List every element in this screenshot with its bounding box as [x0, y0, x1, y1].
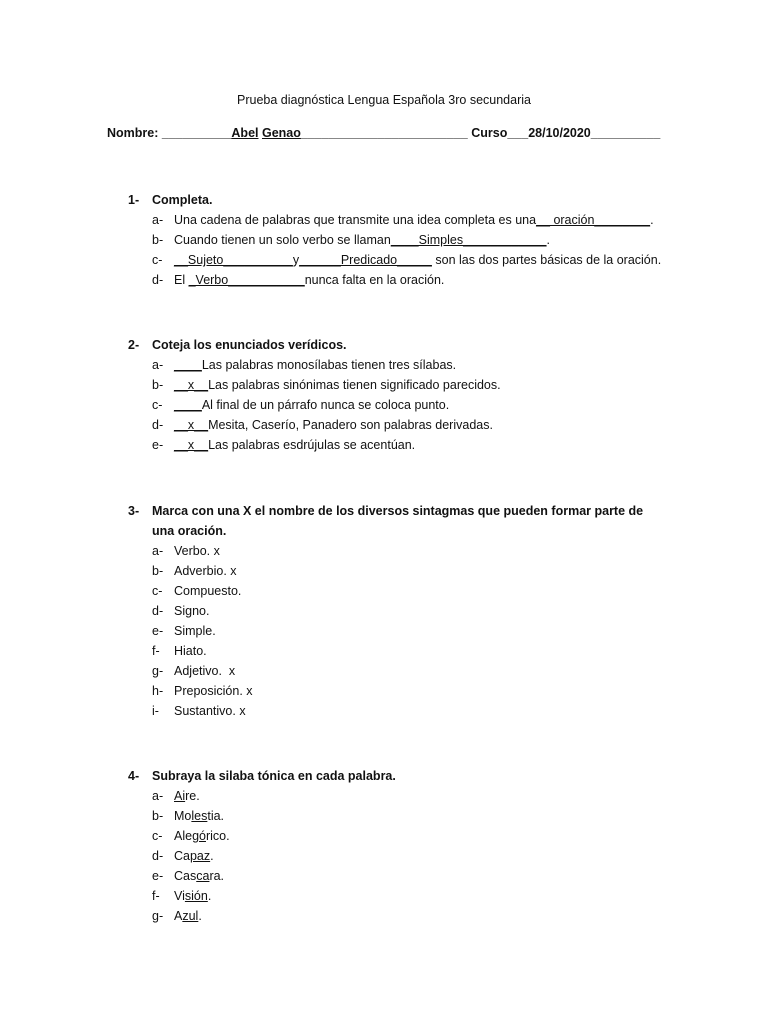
item-text: Adverbio. x	[174, 564, 237, 578]
list-item	[152, 826, 668, 846]
answer-text-2: ______Predicado_____	[299, 253, 432, 267]
answer-text: __ oración________	[536, 213, 651, 227]
item-text-end: .	[546, 233, 550, 247]
question-3	[128, 501, 668, 721]
item-text-end: son las dos partes básicas de la oración.	[431, 253, 662, 267]
item-text: Hiato.	[174, 644, 207, 658]
question-text: Completa.	[152, 193, 213, 207]
item-letter: c-	[152, 829, 163, 843]
check-mark: __x__	[174, 378, 209, 392]
item-text: Preposición. x	[174, 684, 253, 698]
list-item	[152, 701, 668, 721]
list-item	[152, 270, 668, 290]
item-text-end: .	[650, 213, 654, 227]
question-2-items	[152, 355, 668, 455]
word-part: Vi	[174, 889, 185, 903]
item-letter: d-	[152, 849, 164, 863]
item-text: Mesita, Caserío, Panadero son palabras derivadas.	[208, 418, 493, 432]
item-letter: d-	[152, 418, 164, 432]
item-text: Las palabras monosílabas tienen tres sílabas.	[201, 358, 457, 372]
item-letter: g-	[152, 909, 164, 923]
item-text: Compuesto.	[174, 584, 242, 598]
word-part: rico.	[205, 829, 230, 843]
item-letter: d-	[152, 273, 164, 287]
item-text: Las palabras esdrújulas se acentúan.	[208, 438, 416, 452]
item-letter: e-	[152, 624, 164, 638]
curso-blank-pre: ___	[507, 126, 529, 140]
item-text: Al final de un párrafo nunca se coloca punto.	[201, 398, 450, 412]
item-letter: i-	[152, 704, 159, 718]
list-item	[152, 621, 668, 641]
item-letter: d-	[152, 604, 164, 618]
item-letter: c-	[152, 398, 163, 412]
word-part: Ale	[174, 829, 193, 843]
word-part: .	[198, 909, 202, 923]
question-text: Marca con una X el nombre de los diversos sintagmas que pueden formar parte de una oración.	[152, 504, 644, 538]
list-item	[152, 601, 668, 621]
item-text-end: nunca falta en la oración.	[304, 273, 445, 287]
list-item	[152, 395, 668, 415]
list-item	[152, 210, 668, 230]
nombre-label: Nombre:	[107, 126, 159, 140]
tonic-syllable: sión	[184, 889, 208, 903]
item-text: Simple.	[174, 624, 216, 638]
word-part: ra.	[209, 869, 225, 883]
item-letter: b-	[152, 564, 164, 578]
question-3-heading	[128, 501, 668, 541]
question-1-heading	[128, 190, 668, 210]
question-text: Subraya la silaba tónica en cada palabra.	[152, 769, 396, 783]
question-number: 4-	[128, 769, 140, 783]
question-1	[128, 190, 668, 290]
list-item	[152, 906, 668, 926]
nombre-last: Genao	[261, 126, 301, 140]
list-item	[152, 435, 668, 455]
item-letter: f-	[152, 889, 160, 903]
page-title: Prueba diagnóstica Lengua Española 3ro secundaria	[237, 93, 531, 107]
word-part: Ca	[174, 849, 190, 863]
question-text: Coteja los enunciados verídicos.	[152, 338, 347, 352]
item-letter: f-	[152, 644, 160, 658]
check-mark: __x__	[174, 418, 209, 432]
question-2-heading	[128, 335, 668, 355]
list-item	[152, 661, 668, 681]
list-item	[152, 786, 668, 806]
list-item	[152, 866, 668, 886]
item-text: Las palabras sinónimas tienen significado parecidos.	[208, 378, 501, 392]
item-letter: a-	[152, 213, 164, 227]
answer-text: ____Simples____________	[390, 233, 547, 247]
item-text: Una cadena de palabras que transmite una idea completa es una	[174, 213, 537, 227]
question-number: 1-	[128, 193, 140, 207]
list-item	[152, 806, 668, 826]
item-letter: e-	[152, 869, 164, 883]
item-text: Cuando tienen un solo verbo se llaman	[174, 233, 391, 247]
tonic-syllable: gó	[192, 829, 206, 843]
curso-blank-post: __________	[590, 126, 661, 140]
answer-text: _Verbo___________	[188, 273, 305, 287]
nombre-first: Abel	[231, 126, 259, 140]
list-item	[152, 541, 668, 561]
question-4-heading	[128, 766, 668, 786]
item-text-middle: y	[292, 253, 300, 267]
question-4	[128, 766, 668, 926]
word-part: tia.	[207, 809, 225, 823]
list-item	[152, 355, 668, 375]
item-text: Sustantivo. x	[174, 704, 246, 718]
nombre-blank-pre: __________	[158, 126, 232, 140]
word-part: .	[207, 889, 212, 903]
tonic-syllable: les	[191, 809, 208, 823]
item-letter: b-	[152, 233, 164, 247]
item-text: Signo.	[174, 604, 210, 618]
word-part: Cas	[174, 869, 197, 883]
item-text: Adjetivo. x	[174, 664, 236, 678]
list-item	[152, 250, 668, 270]
question-number: 2-	[128, 338, 140, 352]
list-item	[152, 846, 668, 866]
question-2	[128, 335, 668, 455]
tonic-syllable: ca	[196, 869, 210, 883]
check-mark: ____	[174, 358, 202, 372]
check-mark: __x__	[174, 438, 209, 452]
item-letter: a-	[152, 789, 164, 803]
item-letter: a-	[152, 358, 164, 372]
item-text: El	[174, 273, 189, 287]
item-letter: b-	[152, 378, 164, 392]
question-3-items	[152, 541, 668, 721]
curso-value: 28/10/2020	[528, 126, 591, 140]
tonic-syllable: paz	[189, 849, 211, 863]
item-text: Verbo. x	[174, 544, 220, 558]
item-letter: h-	[152, 684, 164, 698]
list-item	[152, 641, 668, 661]
list-item	[152, 415, 668, 435]
question-number: 3-	[128, 504, 140, 518]
word-part: .	[210, 849, 214, 863]
tonic-syllable: zul	[182, 909, 199, 923]
item-letter: b-	[152, 809, 164, 823]
item-letter: c-	[152, 584, 163, 598]
nombre-blank-post: ________________________	[300, 126, 468, 140]
list-item	[152, 886, 668, 906]
list-item	[152, 561, 668, 581]
list-item	[152, 681, 668, 701]
item-letter: a-	[152, 544, 164, 558]
check-mark: ____	[174, 398, 202, 412]
list-item	[152, 375, 668, 395]
word-part: re.	[185, 789, 200, 803]
question-1-items	[152, 210, 668, 290]
student-header	[107, 126, 660, 140]
list-item	[152, 581, 668, 601]
item-letter: g-	[152, 664, 164, 678]
question-4-items	[152, 786, 668, 926]
answer-text: __Sujeto__________	[174, 253, 293, 267]
word-part: Mo	[174, 809, 192, 823]
curso-label: Curso	[467, 126, 508, 140]
item-letter: e-	[152, 438, 164, 452]
tonic-syllable: Ai	[174, 789, 186, 803]
item-letter: c-	[152, 253, 163, 267]
list-item	[152, 230, 668, 250]
word-part: A	[174, 909, 183, 923]
